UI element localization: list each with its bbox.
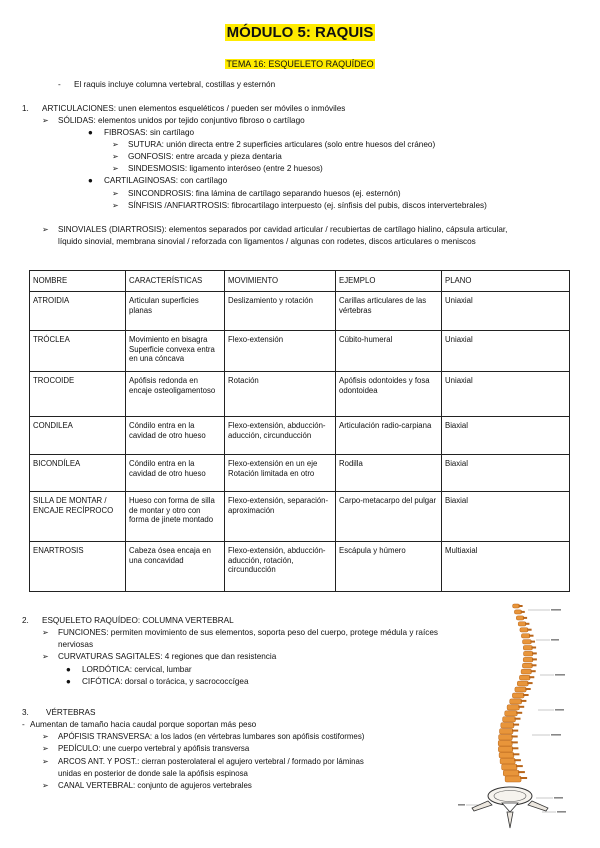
- table-cell: Deslizamiento y rotación: [225, 291, 336, 330]
- vertebra: [499, 752, 514, 758]
- vertebra: [510, 699, 522, 704]
- table-cell: Articulación radio-carpiana: [336, 416, 442, 454]
- table-cell: Flexo-extensión: [225, 330, 336, 371]
- table-row: [30, 454, 570, 491]
- pediculo-item: ➢ PEDÍCULO: une cuerpo vertebral y apófisis transversa: [42, 744, 250, 753]
- solidas-item: ➢ SÓLIDAS: elementos unidos por tejido conjuntivo fibroso o cartílago: [42, 116, 305, 125]
- spinous-process: [529, 676, 534, 678]
- table-row: [30, 291, 570, 330]
- table-header-cell: CARACTERÍSTICAS: [126, 271, 225, 292]
- table-cell: Uniaxial: [442, 371, 570, 416]
- table-cell: Biaxial: [442, 416, 570, 454]
- spinous-process: [523, 617, 527, 619]
- table-cell: Apófisis odontoides y fosa odontoidea: [336, 371, 442, 416]
- vertebra: [515, 687, 526, 692]
- table-row: [30, 541, 570, 591]
- arcos-item: ➢ ARCOS ANT. Y POST.: cierran posterolateral el agujero vertebral / formado por láminas: [42, 757, 364, 766]
- spinous-process: [531, 647, 536, 649]
- section-3-heading: 3. VÉRTEBRAS: [22, 708, 96, 717]
- vertebra: [498, 740, 512, 746]
- table-cell: Rotación: [225, 371, 336, 416]
- spinous-process: [532, 658, 537, 660]
- sincondrosis-item: ➢ SINCONDROSIS: fina lámina de cartílago separando huesos (ej. esternón): [112, 189, 401, 198]
- gonfosis-item: ➢ GONFOSIS: entre arcada y pieza dentaria: [112, 152, 282, 161]
- table-cell: Apófisis redonda en encaje osteoligamentoso: [126, 371, 225, 416]
- sinfisis-item: ➢ SÍNFISIS /ANFIARTROSIS: fibrocartílago interpuesto (ej. sínfisis del pubis, discos intervertebrales): [112, 201, 487, 210]
- table-cell: Hueso con forma de silla de montar y otro con forma de jinete montado: [126, 491, 225, 541]
- table-header-cell: NOMBRE: [30, 271, 126, 292]
- table-cell: Articulan superficies planas: [126, 291, 225, 330]
- vertebra: [516, 616, 524, 620]
- table-row: [30, 416, 570, 454]
- spinous-process: [521, 611, 525, 613]
- spinous-process: [512, 730, 518, 732]
- spinous-process: [521, 700, 527, 702]
- table-cell: Cóndilo entra en la cavidad de otro hueso: [126, 454, 225, 491]
- spinous-process: [518, 771, 525, 773]
- vertebra: [523, 646, 532, 651]
- curvaturas-item: ➢ CURVATURAS SAGITALES: 4 regiones que dan resistencia: [42, 652, 277, 661]
- sinoviales-item: ➢ SINOVIALES (DIARTROSIS): elementos separados por cavidad articular / recubiertas de cartílago hialino, cápsula articular,: [42, 225, 508, 234]
- spinous-process: [516, 765, 523, 767]
- table-cell: Movimiento en bisagra Superficie convexa entra en una cóncava: [126, 330, 225, 371]
- vertebras-intro: - Aumentan de tamaño hacia caudal porque soportan más peso: [22, 720, 257, 729]
- table-cell: Rodilla: [336, 454, 442, 491]
- vertebra: [513, 604, 520, 608]
- vertebra: [519, 675, 530, 680]
- table-cell: Flexo-extensión, separación-aproximación: [225, 491, 336, 541]
- table-cell: Multiaxial: [442, 541, 570, 591]
- spinous-process: [519, 605, 523, 607]
- spinous-process: [525, 688, 530, 690]
- spinous-process: [511, 741, 517, 743]
- table-cell: Uniaxial: [442, 330, 570, 371]
- spinous-process: [516, 712, 522, 714]
- spinous-process: [514, 759, 521, 761]
- table-cell: BICONDÍLEA: [30, 454, 126, 491]
- transversa-item: ➢ APÓFISIS TRANSVERSA: a los lados (en vértebras lumbares son apófisis costiformes): [42, 732, 365, 741]
- table-header-cell: EJEMPLO: [336, 271, 442, 292]
- spinous-process: [512, 747, 519, 749]
- vertebra: [503, 770, 519, 776]
- spinous-process: [513, 724, 519, 726]
- arcos-item-cont: unidas en posterior de donde sale la apófisis espinosa: [58, 769, 248, 778]
- spinous-process: [511, 736, 517, 738]
- vertebra: [500, 758, 515, 764]
- vertebra: [502, 764, 517, 770]
- vertebra: [498, 746, 512, 752]
- cartilaginosas-item: ● CARTILAGINOSAS: con cartílago: [88, 176, 228, 185]
- canal-item: ➢ CANAL VERTEBRAL: conjunto de agujeros vertebrales: [42, 781, 252, 790]
- vertebra: [499, 735, 513, 741]
- sindesmosis-item: ➢ SINDESMOSIS: ligamento interóseo (entre 2 huesos): [112, 164, 323, 173]
- spinous-process: [529, 635, 534, 637]
- spinous-process: [513, 753, 520, 755]
- section-1-heading: 1. ARTICULACIONES: unen elementos esqueléticos / pueden ser móviles o inmóviles: [22, 104, 346, 113]
- table-cell: Flexo-extensión, abducción-aducción, rotación, circunducción: [225, 541, 336, 591]
- table-body: [30, 291, 570, 591]
- table-cell: Carpo-metacarpo del pulgar: [336, 491, 442, 541]
- lordotica-item: ● LORDÓTICA: cervical, lumbar: [66, 665, 192, 674]
- section-2-heading: 2. ESQUELETO RAQUÍDEO: COLUMNA VERTEBRAL: [22, 616, 234, 625]
- vertebra-axial-view: [472, 787, 548, 828]
- vertebra: [507, 705, 519, 710]
- spinous-process: [518, 706, 524, 708]
- spinous-process: [532, 664, 537, 666]
- vertebra: [512, 693, 524, 698]
- spinous-process: [532, 652, 537, 654]
- table-row: [30, 491, 570, 541]
- vertebra: [523, 640, 532, 644]
- joints-table: [29, 270, 570, 592]
- table-header-cell: MOVIMIENTO: [225, 271, 336, 292]
- table-cell: CONDILEA: [30, 416, 126, 454]
- cifotica-item: ● CIFÓTICA: dorsal o torácica, y sacrococcígea: [66, 677, 249, 686]
- table-cell: Escápula y húmero: [336, 541, 442, 591]
- spinous-process: [520, 777, 527, 779]
- spinous-process: [525, 623, 529, 625]
- table-cell: ATROIDIA: [30, 291, 126, 330]
- spinous-process: [515, 718, 521, 720]
- spinous-process: [527, 629, 531, 631]
- vertebra: [523, 657, 533, 662]
- table-header-cell: PLANO: [442, 271, 570, 292]
- table-cell: Flexo-extensión, abducción-aducción, circunducción: [225, 416, 336, 454]
- spinous-process: [523, 694, 529, 696]
- funciones-item-cont: nerviosas: [58, 640, 94, 649]
- page-subtitle: TEMA 16: ESQUELETO RAQUÍDEO: [226, 59, 374, 69]
- table-cell: Flexo-extensión en un eje Rotación limitada en otro: [225, 454, 336, 491]
- vertebra: [501, 723, 514, 728]
- intro-line: - El raquis incluye columna vertebral, costillas y esternón: [58, 80, 276, 89]
- table-cell: SILLA DE MONTAR / ENCAJE RECÍPROCO: [30, 491, 126, 541]
- vertebra: [505, 711, 518, 716]
- vertebra: [514, 610, 521, 614]
- vertebra: [505, 776, 521, 782]
- vertebra: [500, 729, 514, 734]
- table-cell: TRÓCLEA: [30, 330, 126, 371]
- table-cell: TROCOIDE: [30, 371, 126, 416]
- vertebra: [520, 628, 528, 632]
- sutura-item: ➢ SUTURA: unión directa entre 2 superficies articulares (solo entre huesos del cráneo): [112, 140, 436, 149]
- vertebra: [517, 681, 528, 686]
- spinous-process: [527, 682, 532, 684]
- table-header-row: [30, 271, 570, 292]
- table-cell: ENARTROSIS: [30, 541, 126, 591]
- sinoviales-item-cont: líquido sinovial, membrana sinovial / reforzada con ligamentos / algunas con rodetes, discos articulares o meniscos: [58, 237, 476, 246]
- table-cell: Cúbito-humeral: [336, 330, 442, 371]
- funciones-item: ➢ FUNCIONES: permiten movimiento de sus elementos, soporta peso del cuerpo, protege médula y raíces: [42, 628, 438, 637]
- vertebra: [522, 663, 532, 668]
- vertebra: [524, 651, 534, 656]
- table-cell: Biaxial: [442, 454, 570, 491]
- vertebra: [518, 622, 526, 626]
- table-cell: Cóndilo entra en la cavidad de otro hueso: [126, 416, 225, 454]
- table-cell: Cabeza ósea encaja en una concavidad: [126, 541, 225, 591]
- table-cell: Uniaxial: [442, 291, 570, 330]
- fibrosas-item: ● FIBROSAS: sin cartílago: [88, 128, 195, 137]
- vertebra: [521, 634, 530, 638]
- spinous-process: [530, 641, 535, 643]
- vertebra: [521, 669, 531, 674]
- table-row: [30, 330, 570, 371]
- spinous-process: [531, 670, 536, 672]
- vertebra: [503, 717, 516, 722]
- vertebral-column: [498, 604, 537, 782]
- page-title: MÓDULO 5: RAQUIS: [226, 24, 374, 41]
- spine-illustration: [458, 600, 578, 840]
- table-cell: Carillas articulares de las vértebras: [336, 291, 442, 330]
- table-cell: Biaxial: [442, 491, 570, 541]
- table-row: [30, 371, 570, 416]
